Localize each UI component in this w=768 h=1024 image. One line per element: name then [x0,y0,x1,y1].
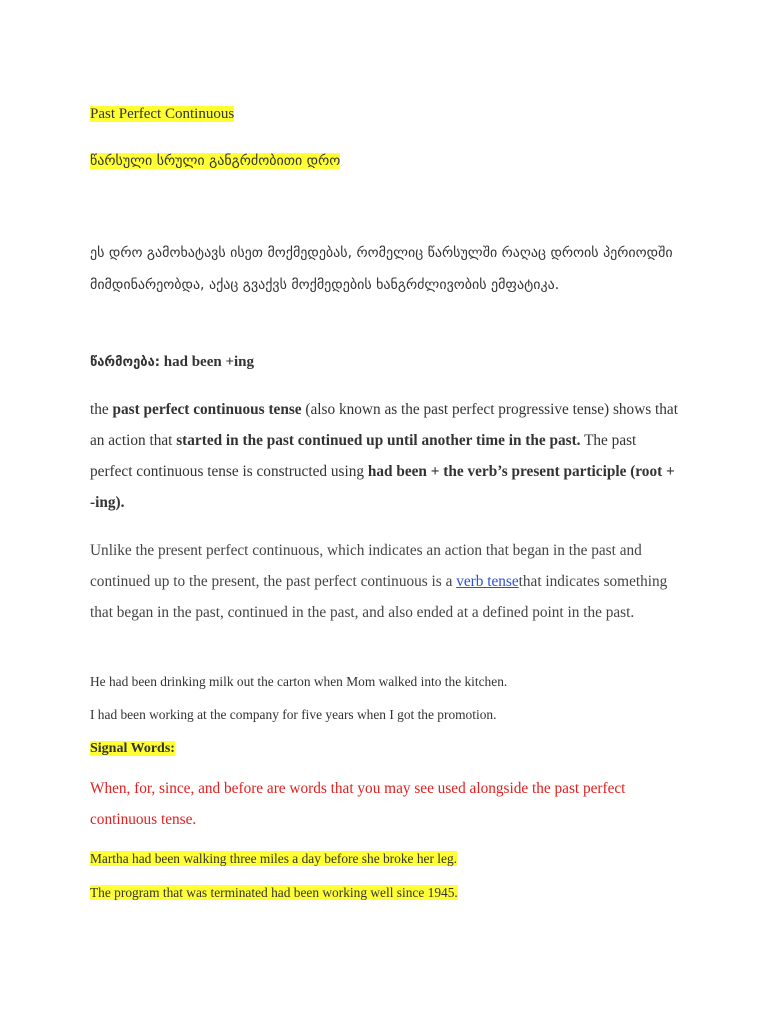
comparison-paragraph [90,535,680,628]
def-bold-1: past perfect continuous tense [112,401,302,418]
def-bold-2: started in the past continued up until another time in the past. [176,432,581,449]
formation-rule: had been +ing [160,354,255,370]
highlighted-example-2 [90,883,458,903]
title-english-text: Past Perfect Continuous [90,106,235,122]
definition-paragraph [90,394,680,518]
signal-words-paragraph: When, for, since, and before are words that you may see used alongside the past perfect continuous tense. [90,780,626,828]
highlighted-example-1 [90,849,457,869]
signal-words-heading [90,738,175,759]
highlighted-example-1-text: Martha had been walking three miles a day before she broke her leg. [90,851,457,866]
example-sentence-1: He had been drinking milk out the carton when Mom walked into the kitchen. [90,674,508,689]
highlighted-example-2-text: The program that was terminated had been working well since 1945. [90,885,458,900]
title-georgian [90,150,340,172]
comp-text-1: Unlike the present perfect continuous, which indicates an action that began in the past and continued up to the present, the past perfect continuous is a [90,542,642,590]
example-sentence-2: I had been working at the company for five years when I got the promotion. [90,707,497,722]
title-english [90,103,234,125]
title-georgian-text: წარსული სრული განგრძობითი დრო [90,153,341,169]
signal-words-heading-text: Signal Words: [90,741,175,756]
def-text-1: the [90,401,113,418]
verb-tense-link[interactable]: verb tense [456,573,519,590]
intro-georgian-paragraph: ეს დრო გამოხატავს ისეთ მოქმედებას, რომელიც წარსულში რაღაც დროის პერიოდში მიმდინარეობდა, აქაც გვაქვს მოქმედების ხანგრძლივობის ემფატიკა. [90,245,673,293]
def-text-2: (also known as the past perfect progressive tense) shows that an action that [90,401,678,449]
comp-text-2: that indicates something that began in the past, continued in the past, and also ended at a defined point in the past. [90,573,668,621]
formation-line [90,351,254,374]
formation-label: წარმოება: [90,355,161,370]
def-bold-3: had been + the verb’s present participle (root + -ing). [90,463,675,511]
def-text-3: The past perfect continuous tense is constructed using [90,432,637,480]
